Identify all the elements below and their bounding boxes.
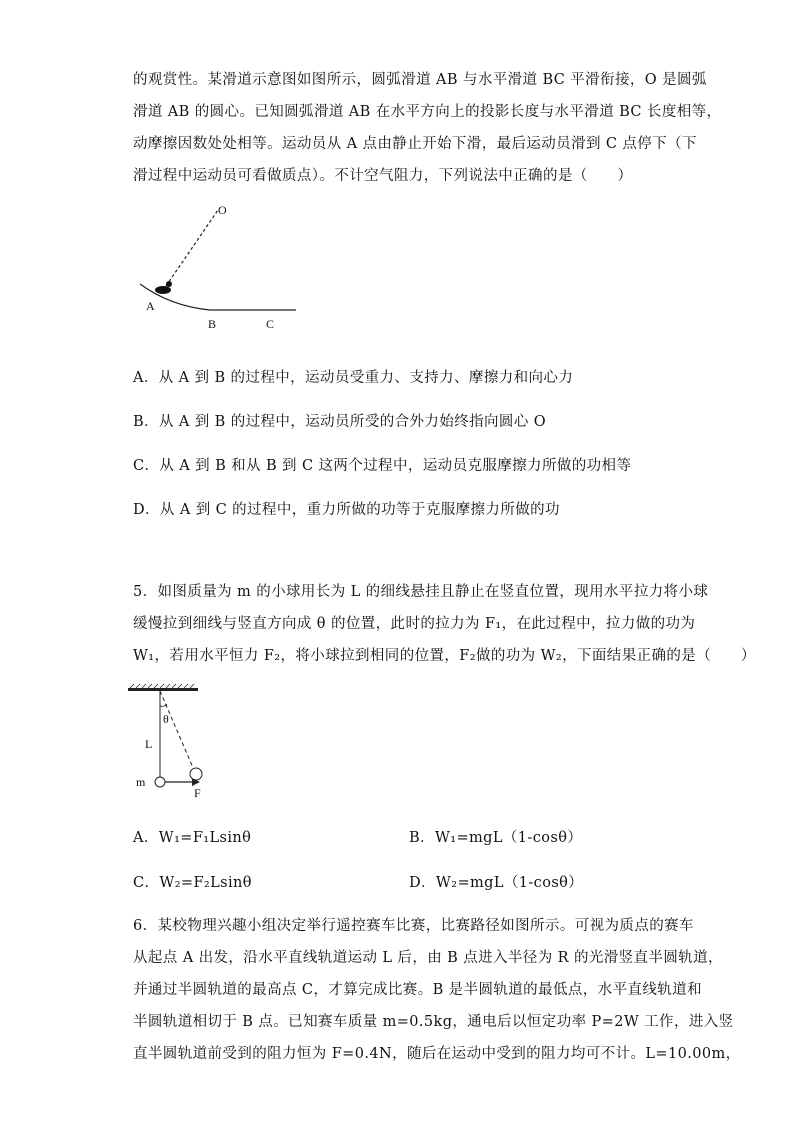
radius-line-ao [166,210,218,286]
q5-option-c: C．W₂=F₂Lsinθ [133,875,252,891]
ball-initial [155,777,165,787]
q6-line-1: 6．某校物理兴趣小组决定举行遥控赛车比赛，比赛路径如图所示。可视为质点的赛车 [133,918,694,934]
ceiling-hatch [130,684,194,688]
q4-line-4: 滑过程中运动员可看做质点）。不计空气阻力，下列说法中正确的是（ ） [133,168,633,184]
label-b: B [208,317,217,331]
label-theta: θ [163,712,169,726]
displaced-string [160,691,194,770]
q4-line-1: 的观赏性。某滑道示意图如图所示，圆弧滑道 AB 与水平滑道 BC 平滑衔接，O 是圆弧 [133,72,707,88]
q4-option-a: A．从 A 到 B 的过程中，运动员受重力、支持力、摩擦力和向心力 [133,370,574,386]
q5-option-d: D．W₂=mgL（1-cosθ） [409,875,584,891]
q5-option-a: A．W₁=F₁Lsinθ [133,830,252,846]
q5-line-3: W₁，若用水平恒力 F₂，将小球拉到相同的位置，F₂做的功为 W₂，下面结果正确的是（ ） [133,648,756,664]
label-l: L [145,737,153,751]
skier-icon [155,281,172,294]
q4-option-d: D．从 A 到 C 的过程中，重力所做的功等于克服摩擦力所做的功 [133,502,560,518]
q6-line-4: 半圆轨道相切于 B 点。已知赛车质量 m=0.5kg，通电后以恒定功率 P=2W 工作，进入竖 [133,1014,734,1030]
q6-line-5: 直半圆轨道前受到的阻力恒为 F=0.4N，随后在运动中受到的阻力均可不计。L=10.00m， [133,1046,741,1062]
q4-option-b: B．从 A 到 B 的过程中，运动员所受的合外力始终指向圆心 O [133,414,547,430]
q4-line-2: 滑道 AB 的圆心。已知圆弧滑道 AB 在水平方向上的投影长度与水平滑道 BC 长度相等， [133,104,722,120]
label-m: m [136,775,146,789]
q5-option-b: B．W₁=mgL（1-cosθ） [409,830,583,846]
label-f: F [194,786,201,800]
label-o: O [218,203,227,217]
q4-slide-figure [130,198,310,338]
label-a: A [146,299,155,313]
q4-line-3: 动摩擦因数处处相等。运动员从 A 点由静止开始下滑，最后运动员滑到 C 点停下（下 [133,136,697,152]
q5-line-2: 缓慢拉到细线与竖直方向成 θ 的位置，此时的拉力为 F₁，在此过程中，拉力做的功为 [133,616,696,632]
ball-displaced [190,768,202,780]
q5-pendulum-figure [128,682,218,802]
label-c: C [266,317,275,331]
q6-line-2: 从起点 A 出发，沿水平直线轨道运动 L 后，由 B 点进入半径为 R 的光滑竖直半圆轨道， [133,950,723,966]
q4-option-c: C．从 A 到 B 和从 B 到 C 这两个过程中，运动员克服摩擦力所做的功相等 [133,458,632,474]
q5-line-1: 5．如图质量为 m 的小球用长为 L 的细线悬挂且静止在竖直位置，现用水平拉力将小球 [133,584,709,600]
ceiling [128,688,198,691]
q6-line-3: 并通过半圆轨道的最高点 C，才算完成比赛。B 是半圆轨道的最低点，水平直线轨道和 [133,982,702,998]
